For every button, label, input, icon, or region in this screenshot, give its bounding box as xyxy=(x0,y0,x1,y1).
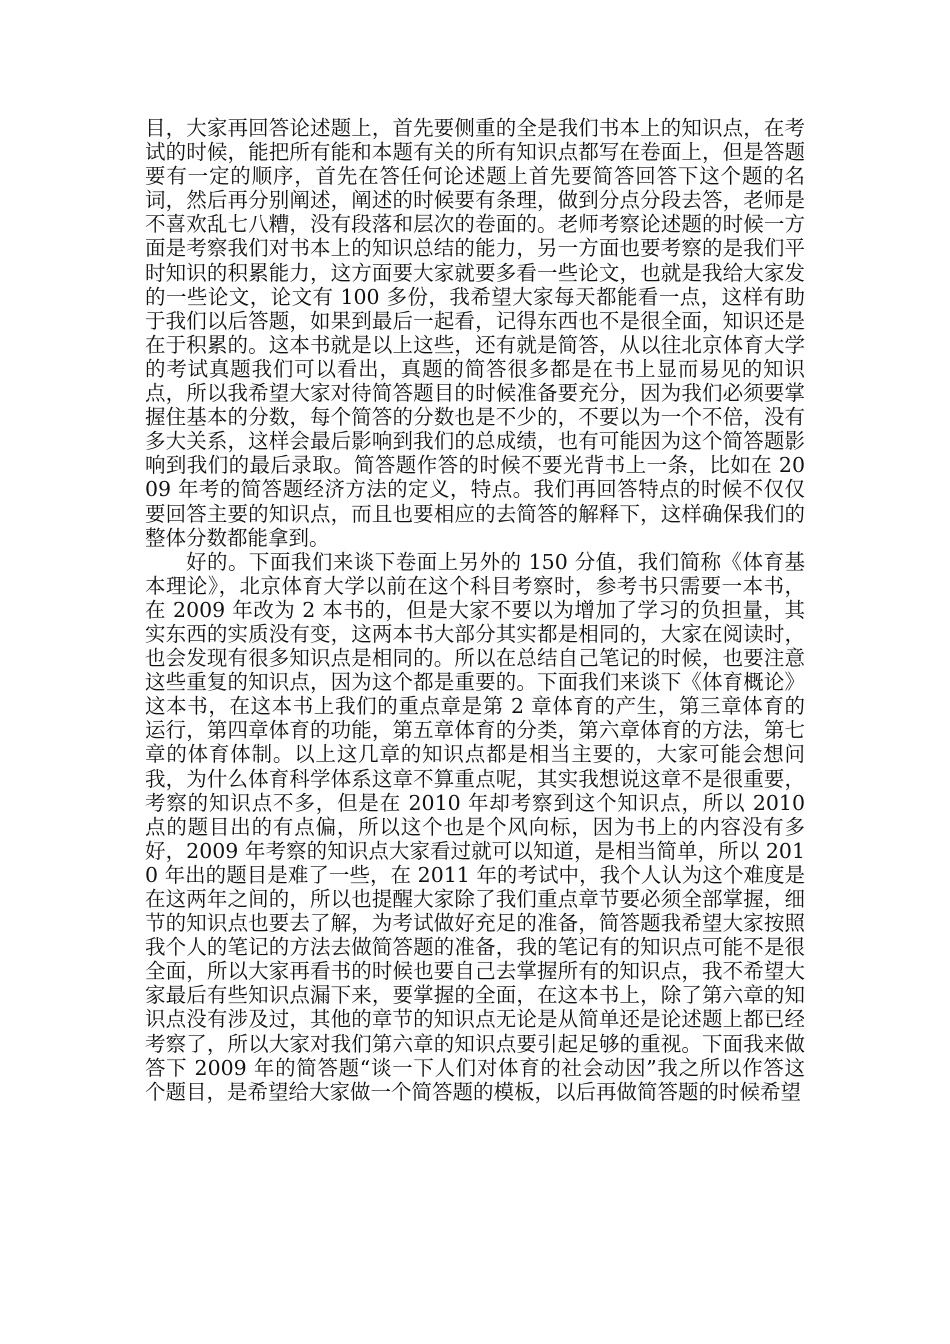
paragraph-second: 好的。下面我们来谈下卷面上另外的 150 分值，我们简称《体育基本理论》，北京体育大学以前在这个科目考察时，参考书只需要一本书，在 2009 年改为 2 本书的，但是大家不要以为增加了学习的负担量，其实东西的实质没有变，这两本书大部分其实都是相同的，大家在阅读时，也会发现有很多知识点是相同的。所以在总结自己笔记的时候，也要注意这些重复的知识点，因为这个都是重要的。下面我们来谈下《体育概论》这本书，在这本书上我们的重点章是第 2 章体育的产生，第三章体育的运行，第四章体育的功能，第五章体育的分类，第六章体育的方法，第七章的体育体制。以上这几章的知识点都是相当主要的，大家可能会想问我，为什么体育科学体系这章不算重点呢，其实我想说这章不是很重要，考察的知识点不多，但是在 2010 年却考察到这个知识点，所以 2010 点的题目出的有点偏，所以这个也是个风向标，因为书上的内容没有多好，2009 年考察的知识点大家看过就可以知道，是相当简单，所以 2010 年出的题目是难了一些，在 2011 年的考试中，我个人认为这个难度是在这两年之间的，所以也提醒大家除了我们重点章节要必须全部掌握，细节的知识点也要去了解，为考试做好充足的准备，简答题我希望大家按照我个人的笔记的方法去做简答题的准备，我的笔记有的知识点可能不是很全面，所以大家再看书的时候也要自己去掌握所有的知识点，我不希望大家最后有些知识点漏下来，要掌握的全面，在这本书上，除了第六章的知识点没有涉及过，其他的章节的知识点无论是从简单还是论述题上都已经考察了，所以大家对我们第六章的知识点要引起足够的重视。下面我来做答下 2009 年的简答题“谈一下人们对体育的社会动因”我之所以作答这个题目，是希望给大家做一个简答题的模板，以后再做简答题的时候希望 xyxy=(145,549,805,1104)
body-text xyxy=(145,116,805,1104)
paragraph-continuation: 目，大家再回答论述题上，首先要侧重的全是我们书本上的知识点，在考试的时候，能把所有能和本题有关的所有知识点都写在卷面上，但是答题要有一定的顺序，首先在答任何论述题上首先要简答回答下这个题的名词，然后再分别阐述，阐述的时候要有条理，做到分点分段去答，老师是不喜欢乱七八糟，没有段落和层次的卷面的。老师考察论述题的时候一方面是考察我们对书本上的知识总结的能力，另一方面也要考察的是我们平时知识的积累能力，这方面要大家就要多看一些论文，也就是我给大家发的一些论文，论文有 100 多份，我希望大家每天都能看一点，这样有助于我们以后答题，如果到最后一起看，记得东西也不是很全面，知识还是在于积累的。这本书就是以上这些，还有就是简答，从以往北京体育大学的考试真题我们可以看出，真题的简答很多都是在书上显而易见的知识点，所以我希望大家对待简答题目的时候准备要充分，因为我们必须要掌握住基本的分数，每个简答的分数也是不少的，不要以为一个不倍，没有多大关系，这样会最后影响到我们的总成绩，也有可能因为这个简答题影响到我们的最后录取。简答题作答的时候不要光背书上一条，比如在 2009 年考的简答题经济方法的定义，特点。我们再回答特点的时候不仅仅要回答主要的知识点，而且也要相应的去简答的解释下，这样确保我们的整体分数都能拿到。 xyxy=(145,116,805,550)
